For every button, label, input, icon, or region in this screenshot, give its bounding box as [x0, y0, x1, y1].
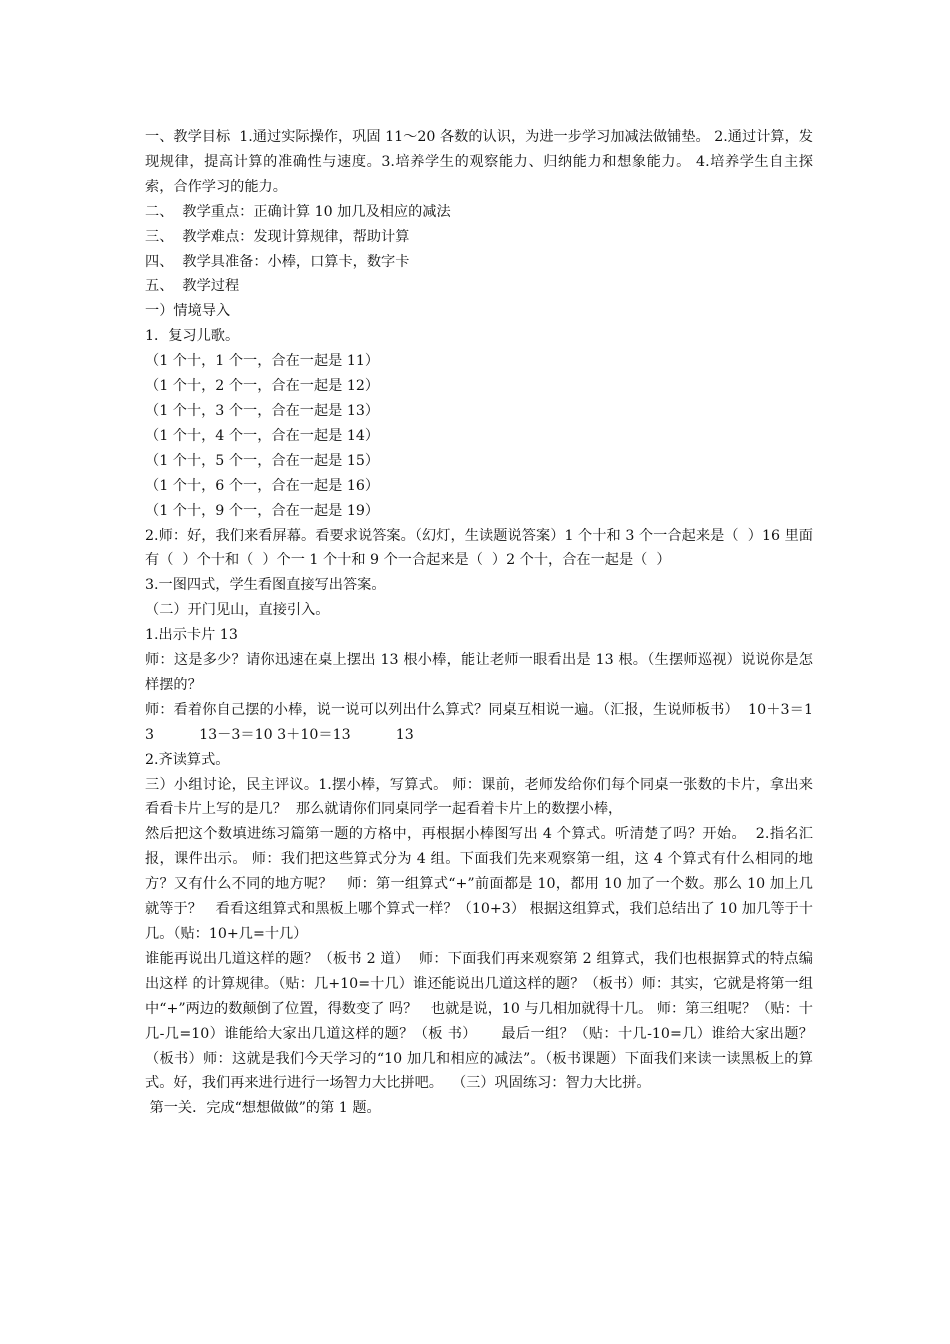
paragraph-more-examples: 谁能再说出几道这样的题？（板书 2 道） 师：下面我们再来观察第 2 组算式，我们也根据算式的特点编出这样 的计算规律。（贴：几+10=十几）谁还能说出几道这样的题？（板书）师：其实，它就是将第一组中“+”两边的数颠倒了位置，得数变了 吗？ 也就是说，10 与几相加就得十几。 师：第三组呢？（贴：十几-几=10）谁能给大家出几道这样的题？（板 书） 最后一组？（贴：十几-10=几）谁给大家出题？（板书）师：这就是我们今天学习的“10 加几和相应的减法”。（板书课题）下面我们来读一读黑板上的算式。好，我们再来进行进行一场智力大比拼吧。 （三）巩固练习：智力大比拼。 [145, 950, 813, 1092]
rhyme-line: （1 个十，2 个一，合在一起是 12） [145, 378, 380, 395]
paragraph-read-formulas: 2.齐读算式。 [145, 751, 230, 768]
document-body [145, 125, 813, 1121]
paragraph-section-direct-intro: （二）开门见山，直接引入。 [145, 602, 330, 619]
paragraph-list-formulas: 师：看着你自己摆的小棒，说一说可以列出什么算式？同桌互相说一遍。（汇报，生说师板书） 10＋3＝13 13－3＝10 3＋10＝13 13 [145, 701, 813, 743]
rhyme-line: （1 个十，9 个一，合在一起是 19） [145, 502, 380, 519]
paragraph-review-rhyme: 1．复习儿歌。 [145, 328, 240, 345]
paragraph-teaching-goals: 一、教学目标 1.通过实际操作，巩固 11～20 各数的认识，为进一步学习加减法做铺垫。 2.通过计算，发现规律，提高计算的准确性与速度。3.培养学生的观察能力、归纳能力和想象能力。 4.培养学生自主探索，合作学习的能力。 [145, 129, 813, 195]
rhyme-line: （1 个十，6 个一，合在一起是 16） [145, 477, 380, 494]
rhyme-line: （1 个十，3 个一，合在一起是 13） [145, 402, 380, 419]
rhyme-line: （1 个十，4 个一，合在一起是 14） [145, 427, 380, 444]
rhyme-line: （1 个十，1 个一，合在一起是 11） [145, 353, 380, 370]
paragraph-arrange-sticks: 师：这是多少？请你迅速在桌上摆出 13 根小棒，能让老师一眼看出是 13 根。（生摆师巡视）说说你是怎样摆的？ [145, 652, 813, 693]
paragraph-one-picture-four-formulas: 3.一图四式，学生看图直接写出答案。 [145, 577, 386, 594]
paragraph-group-discussion: 三）小组讨论，民主评议。1.摆小棒，写算式。 师：课前，老师发给你们每个同桌一张数的卡片，拿出来看看卡片上写的是几？ 那么就请你们同桌同学一起看着卡片上的数摆小棒， [145, 776, 813, 818]
paragraph-section-intro: 一）情境导入 [145, 303, 231, 320]
paragraph-group-report: 然后把这个数填进练习篇第一题的方格中，再根据小棒图写出 4 个算式。听清楚了吗？开始。 2.指名汇报，课件出示。 师：我们把这些算式分为 4 组。下面我们先来观察第一组，这 4 个算式有什么相同的地方？又有什么不同的地方呢？ 师：第一组算式“+”前面都是 10，都用 10 加了一个数。那么 10 加上几就等于？ 看看这组算式和黑板上哪个算式一样？（10+3） 根据这组算式，我们总结出了 10 加几等于十几。（贴：10+几=十几） [145, 826, 813, 942]
paragraph-difficulty: 三、 教学难点：发现计算规律，帮助计算 [145, 228, 410, 245]
paragraph-show-card: 1.出示卡片 13 [145, 627, 238, 644]
paragraph-process-heading: 五、 教学过程 [145, 278, 240, 295]
paragraph-key-point: 二、 教学重点：正确计算 10 加几及相应的减法 [145, 203, 451, 220]
paragraph-materials: 四、 教学具准备：小棒，口算卡，数字卡 [145, 253, 410, 270]
paragraph-level-one: 第一关．完成“想想做做”的第 1 题。 [145, 1100, 381, 1117]
rhyme-line: （1 个十，5 个一，合在一起是 15） [145, 452, 380, 469]
paragraph-screen-questions: 2.师：好，我们来看屏幕。看要求说答案。（幻灯，生读题说答案）1 个十和 3 个一合起来是（ ）16 里面有（ ）个十和（ ）个一 1 个十和 9 个一合起来是（ ）2 个十，合在一起是（ ） [145, 527, 813, 569]
